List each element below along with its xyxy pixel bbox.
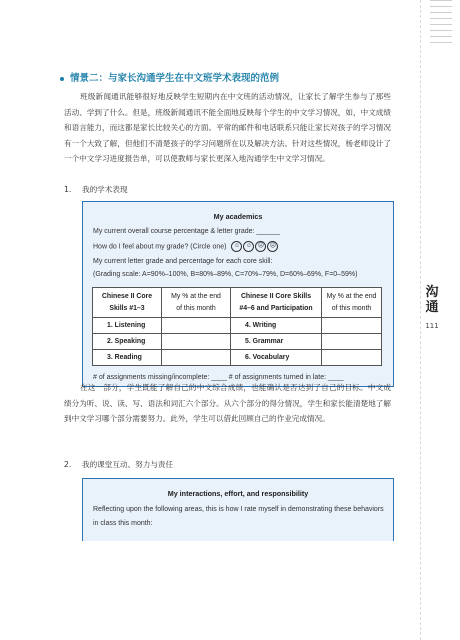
feel-grade-line	[93, 241, 393, 252]
item-number: 1.	[64, 185, 72, 194]
assignments-line: # of assignments missing/incomplete: ____ # of assignments turned in late: ____	[93, 374, 344, 381]
table-row	[93, 318, 382, 334]
section-heading	[60, 70, 279, 84]
explanation-paragraph: 在这一部分，学生既能了解自己的中文综合成绩，也能确认是否达到了自己的目标。中文成绩分为听、说、读、写、语法和词汇六个部分。从六个部分的得分情况，学生和家长能清楚地了解到中文学习哪个部分需要努力。此外，学生可以借此回顾自己的作业完成情况。	[64, 383, 391, 424]
skill-cell: 4. Writing	[231, 318, 322, 334]
table-header: Chinese II Core Skills #4–6 and Participation	[231, 288, 322, 318]
table-header: My % at the end of this month	[162, 288, 231, 318]
bullet-icon	[60, 77, 64, 81]
grading-scale-line: (Grading scale: A=90%–100%, B=80%–89%, C=70%–79%, D=60%–69%, F=0–59%)	[93, 271, 358, 278]
table-row	[93, 334, 382, 350]
box-title: My interactions, effort, and responsibility	[167, 489, 309, 498]
table-row	[93, 350, 382, 366]
page-number: 111	[425, 322, 439, 330]
sad-face-icon: ☹	[267, 241, 278, 252]
overall-grade-line: My current overall course percentage & letter grade: ______	[93, 228, 280, 235]
interactions-form-box	[82, 478, 394, 541]
blank-cell	[322, 350, 382, 366]
blank-cell	[322, 318, 382, 334]
blank-cell	[162, 350, 231, 366]
neutral-face-icon: ☺	[243, 241, 254, 252]
skill-cell: 2. Speaking	[93, 334, 162, 350]
item-text: 我的学术表现	[82, 185, 128, 194]
chapter-side-title: 沟通	[425, 285, 439, 315]
item-number: 2.	[64, 460, 72, 469]
core-skill-line: My current letter grade and percentage for each core skill:	[93, 258, 273, 265]
table-header: My % at the end of this month	[322, 288, 382, 318]
skill-cell: 3. Reading	[93, 350, 162, 366]
smile-face-icon: ☺	[231, 241, 242, 252]
frown-face-icon: ☹	[255, 241, 266, 252]
skills-table	[92, 287, 382, 366]
skill-cell: 5. Grammar	[231, 334, 322, 350]
numbered-item-2	[64, 459, 173, 470]
section-heading-text: 情景二：与家长沟通学生在中文班学术表现的范例	[70, 73, 280, 84]
margin-divider	[420, 0, 421, 640]
blank-cell	[162, 334, 231, 350]
item-text: 我的课堂互动、努力与责任	[82, 460, 174, 469]
academics-form-box	[82, 201, 394, 387]
feel-grade-text: How do I feel about my grade? (Circle one)	[93, 243, 227, 251]
numbered-item-1	[64, 184, 128, 195]
blank-cell	[162, 318, 231, 334]
box-title: My academics	[213, 212, 263, 221]
skill-cell: 6. Vocabulary	[231, 350, 322, 366]
intro-paragraph: 班级新闻通讯能够很好地反映学生短期内在中文班的活动情况，让家长了解学生参与了那些活动、学到了什么。但是，班级新闻通讯不能全面地反映每个学生的中文学习情况，如，中文成绩和语言能力，而这都是家长比较关心的方面。平常的邮件和电话联系只能让家长对孩子的学习情况有一个大致了解，但他们不清楚孩子的学习问题所在以及解决方法。针对这些情况，杨老师设计了一个中文学习进度报告单，可以使教师与家长更深入地沟通学生中文学习情况。	[64, 92, 391, 164]
table-header: Chinese II Core Skills #1–3	[93, 288, 162, 318]
margin-ticks	[424, 0, 454, 56]
skill-cell: 1. Listening	[93, 318, 162, 334]
blank-cell	[322, 334, 382, 350]
reflection-line: Reflecting upon the following areas, this is how I rate myself in demonstrating these behaviors in class this month:	[93, 506, 384, 527]
face-choices	[231, 241, 279, 252]
